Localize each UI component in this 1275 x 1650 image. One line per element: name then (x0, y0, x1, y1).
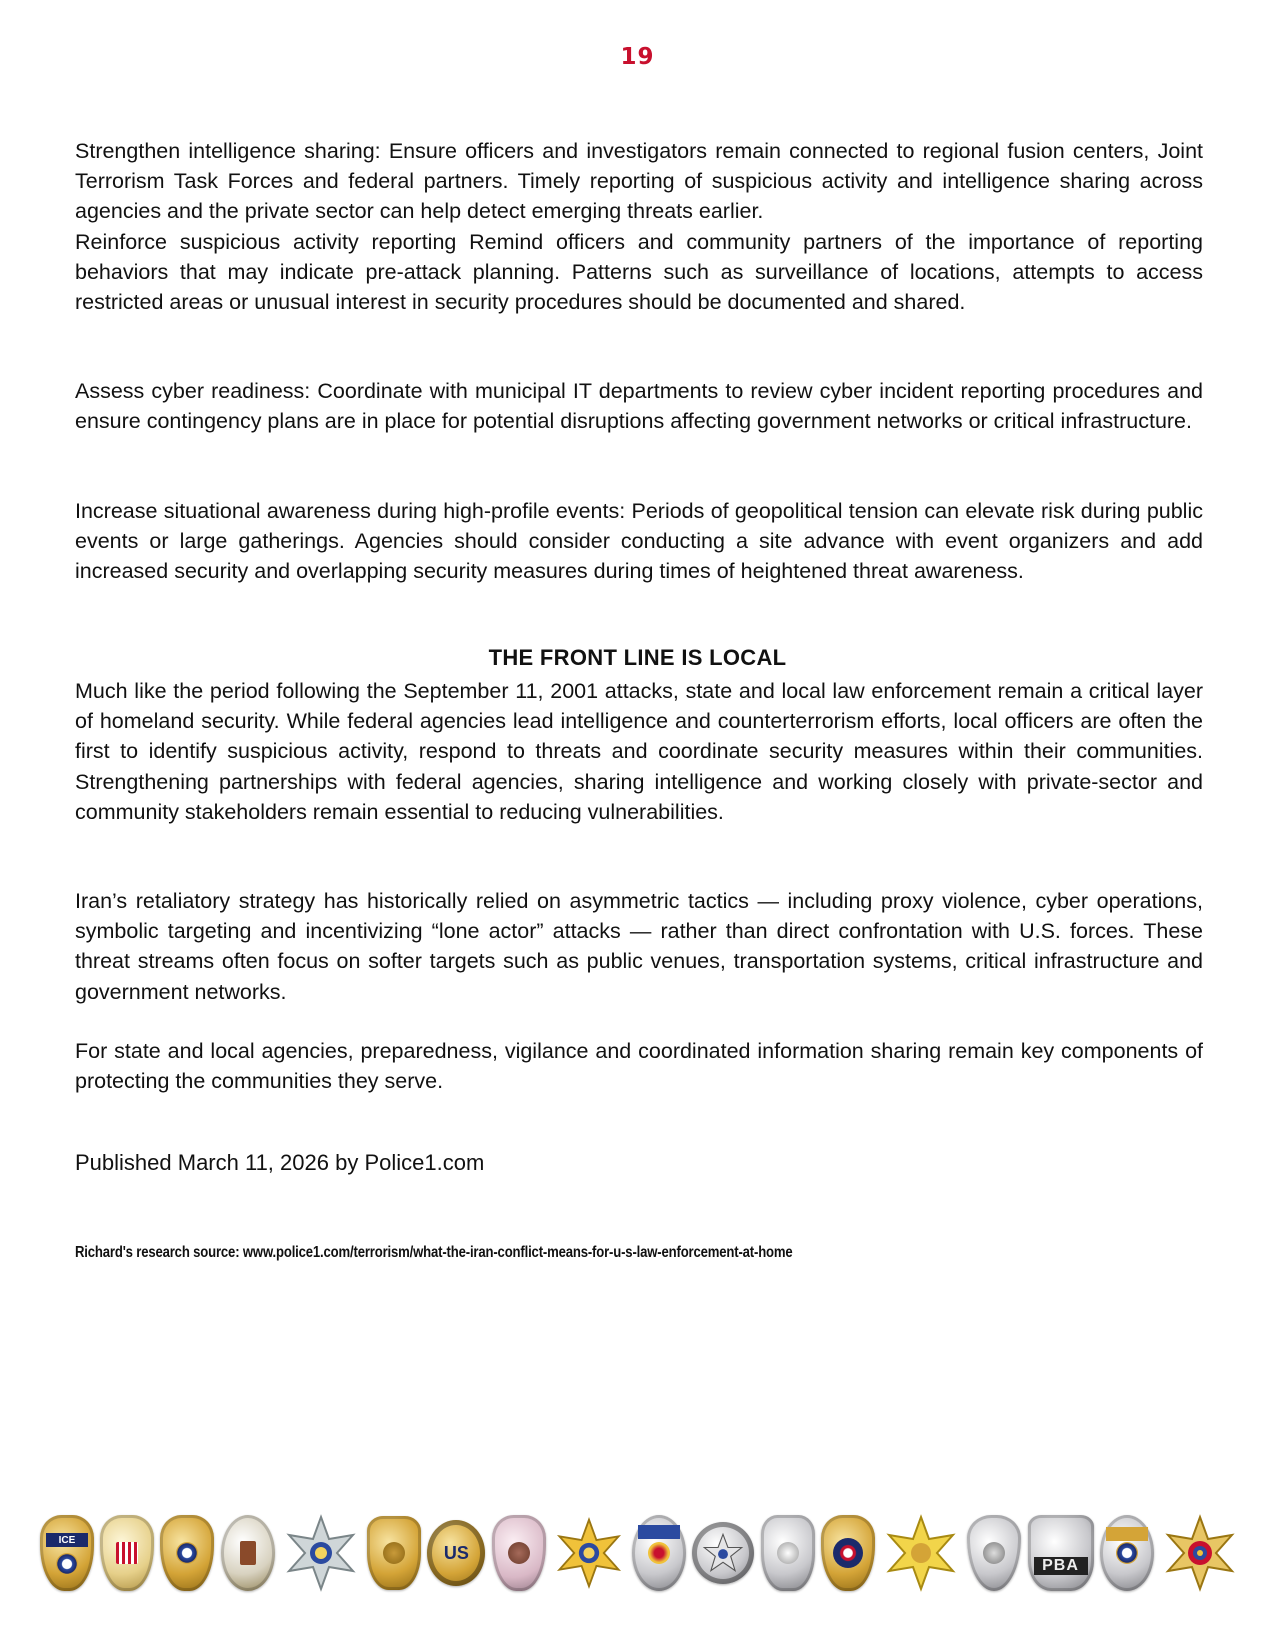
paragraph-text: Assess cyber readiness: Coordinate with municipal IT departments to review cyber incident reporting procedures and ensure contingency plans are in place for potential disruptions affecting government networks or critical infrastructure. (75, 379, 1203, 434)
littleton-police-badge-icon (632, 1515, 686, 1591)
paragraph-iran-strategy (75, 886, 1203, 1007)
section-heading: THE FRONT LINE IS LOCAL (488, 645, 787, 670)
us-special-agent-badge-icon: US (427, 1520, 485, 1586)
county-sheriff-star-badge-icon (281, 1513, 361, 1593)
us-marshal-badge-icon (821, 1515, 875, 1591)
page-number: 19 (620, 44, 655, 70)
paragraph-intelligence-sharing (75, 136, 1203, 317)
paragraph-text: Iran’s retaliatory strategy has historically relied on asymmetric tactics — including proxy violence, cyber operations, symbolic targeting and incentivizing “lone actor” attacks — rather than direct confrontation with U.S. forces. These threat streams often focus on softer targets such as public venues, transportation systems, critical infrastructure and government networks. (75, 889, 1203, 1004)
colorado-state-patrol-badge-icon (881, 1513, 961, 1593)
research-source (75, 1244, 793, 1262)
paragraph-cyber-readiness (75, 376, 1203, 436)
town-of-limon-police-badge-icon (160, 1515, 214, 1591)
badge-banner: ICE (46, 1533, 88, 1547)
federal-agent-badge-icon (367, 1516, 421, 1590)
us-park-police-badge-icon (100, 1515, 154, 1591)
reserve-police-badge-icon (967, 1515, 1021, 1591)
jefferson-county-deputy-sheriff-badge-icon (552, 1513, 626, 1593)
denver-police-badge-icon (492, 1515, 546, 1591)
paragraph-text: Increase situational awareness during high-profile events: Periods of geopolitical tension can elevate risk during public events or large gatherings. Agencies should consider conducting a site advance with event organizers and add increased security and overlapping security measures during times of heightened threat awareness. (75, 499, 1203, 584)
paragraph-text: Strengthen intelligence sharing: Ensure officers and investigators remain connected to regional fusion centers, Joint Terrorism Task Forces and federal partners. Timely reporting of suspicious activity and intelligence sharing across agencies and the private sector can help detect emerging threats earlier. (75, 139, 1203, 224)
published-line: Published March 11, 2026 by Police1.com (75, 1150, 485, 1175)
paragraph-situational-awareness (75, 496, 1203, 587)
parker-police-badge-icon (1100, 1515, 1154, 1591)
police-building-badge-icon (221, 1515, 275, 1591)
deputy-sheriff-round-badge-icon (692, 1522, 754, 1584)
paragraph-front-line (75, 676, 1203, 827)
douglas-county-sheriff-badge-icon (1160, 1513, 1240, 1593)
paragraph-preparedness (75, 1036, 1203, 1096)
silver-eagle-badge-icon (761, 1515, 815, 1591)
paragraph-text: Reinforce suspicious activity reporting Remind officers and community partners of the importance of reporting behaviors that may indicate pre-attack planning. Patterns such as surveillance of locations, attempts to access restricted areas or unusual interest in security procedures should be documented and shared. (75, 229, 1203, 315)
badge-strip (40, 1508, 1240, 1598)
source-url[interactable]: www.police1.com/terrorism/what-the-iran-conflict-means-for-u-s-law-enforcement-at-home (242, 1244, 793, 1261)
source-label: Richard's research source: (75, 1244, 243, 1261)
paragraph-text: Much like the period following the September 11, 2001 attacks, state and local law enforcement remain a critical layer of homeland security. While federal agencies lead intelligence and counterterrorism efforts, local officers are often the first to identify suspicious activity, respond to threats and coordinate security measures within their communities. Strengthening partnerships with federal agencies, sharing intelligence and working closely with private-sector and community stakeholders remain essential to reducing vulnerabilities. (75, 679, 1203, 824)
paragraph-text: For state and local agencies, preparedness, vigilance and coordinated information sharing remain key components of protecting the communities they serve. (75, 1039, 1203, 1094)
ice-badge-icon (40, 1515, 94, 1591)
pba-badge-icon: PBA (1028, 1515, 1094, 1591)
